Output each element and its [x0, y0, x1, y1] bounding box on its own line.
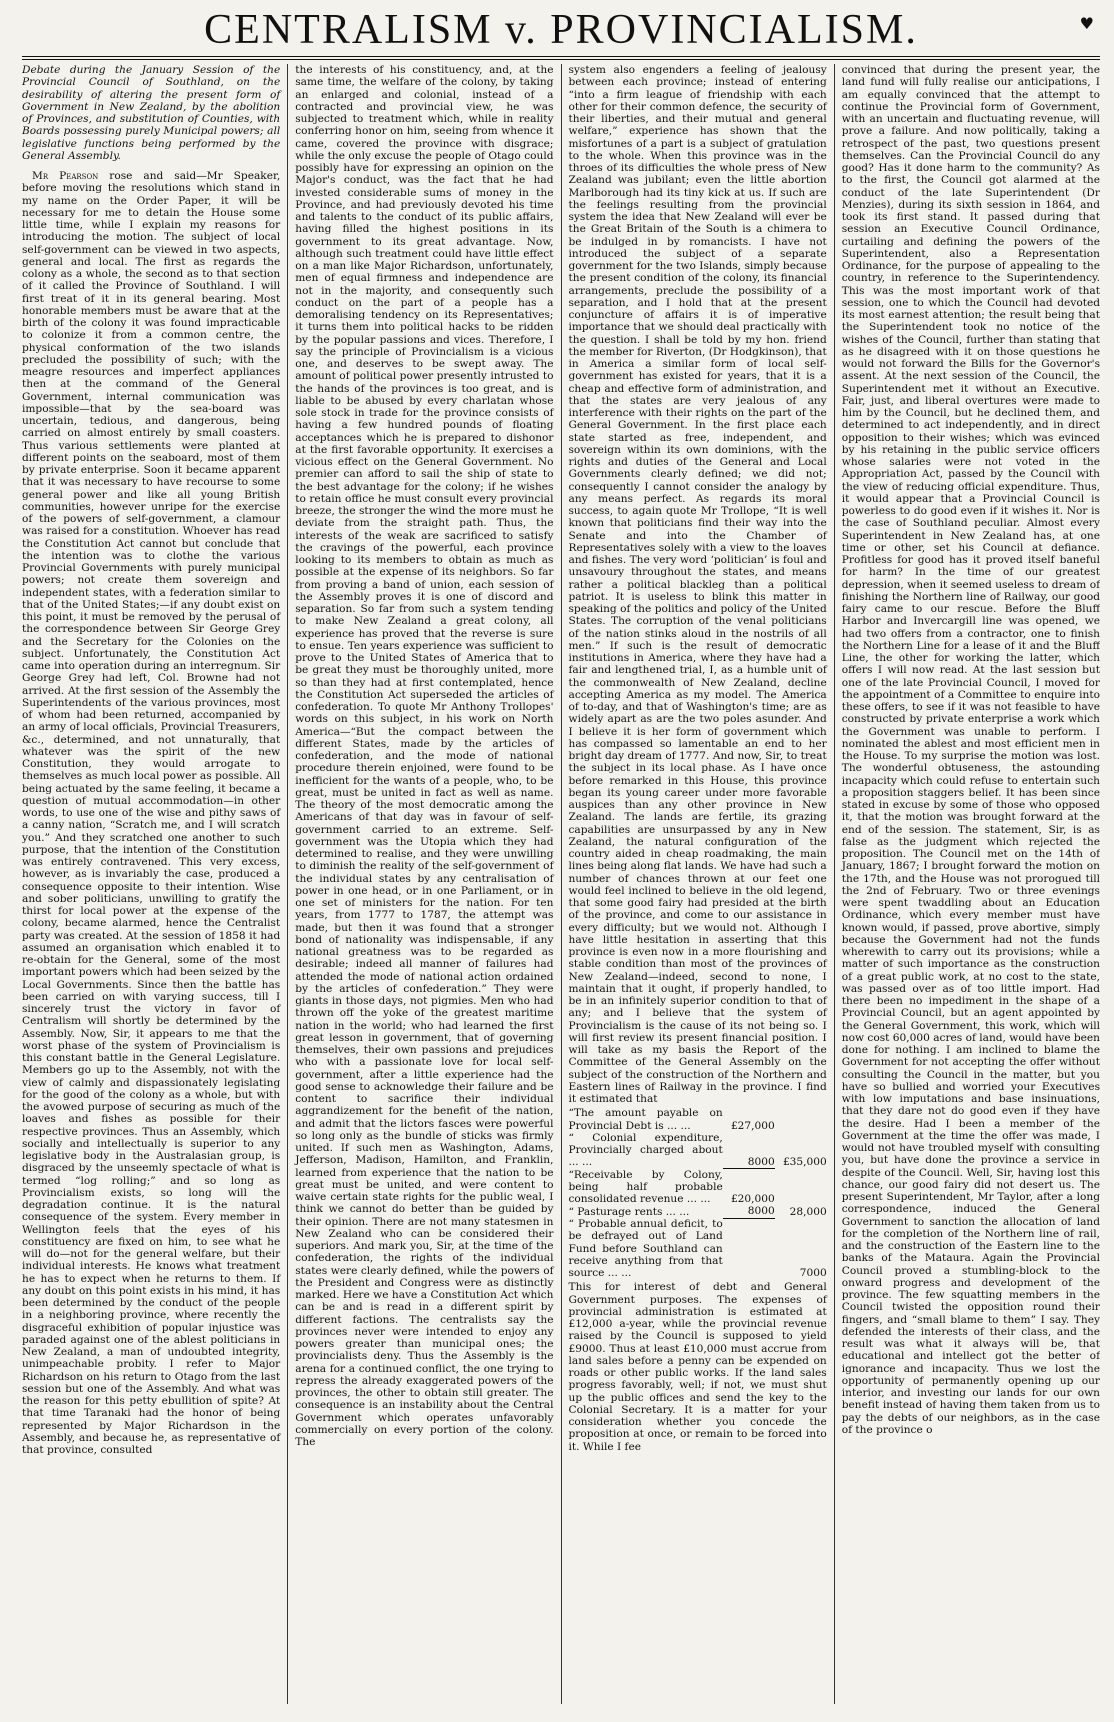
- row-label: “ Colonial expenditure, Provincially charged about ... ...: [568, 1131, 723, 1169]
- speech-text: system also engenders a feeling of jealousy between each province; instead of entering “into a firm league of friendship with each other for their common defence, the security of their liberties, and their mutual and general welfare,” experience has shown that the misfortunes of a part is a subject of gratulation to the whole. When this province was in the throes of its difficulties the whole press of New Zealand was jubilant; even the little abortion Marlborough had its tiny kick at us. If such are the feelings resulting from the provincial system the idea that New Zealand will ever be the Great Britain of the South is a chimera to be indulged in by romancists. I have not introduced the subject of a separate government for the two Islands, simply because the present condition of the colony, its financial arrangements, preclude the possibility of a separation, and I hold that at the present conjuncture of affairs it is of imperative importance that we should deal practically with the question. I shall be told by my hon. friend the member for Riverton, (Dr Hodgkinson), that in America a similar form of local self-government has existed for years, that it is a cheap and effective form of administration, and that the states are very jealous of any interference with their rights on the part of the General Government. In the first place each state started as free, independent, and sovereign within its own dominions, with the rights and duties of the General and Local Governments clearly defined; we did not; consequently I cannot consider the analogy by any means perfect. As regards its moral success, to again quote Mr Trollope, “It is well known that politicians find their way into the Senate and into the Chamber of Representatives solely with a view to the loaves and fishes. The very word ‘politician’ is foul and unsavoury throughout the states, and means rather a political blackleg than a political patriot. It is useless to blink this matter in speaking of the politics and policy of the United States. The corruption of the venal politicians of the nation stinks aloud in the nostrils of all men.” If such is the result of democratic institutions in America, where they have had a fair and lengthened trial, I, as a humble unit of the commonwealth of New Zealand, decline accepting America as my model. The America of to-day, and that of Washington's time; are as widely apart as are the two poles asunder. And I believe it is her form of government which has compassed so lamentable an end to her bright day dream of 1777. And now, Sir, to treat the subject in its local phase. As I have once before remarked in this House, this province began its young career under more favorable auspices than any other province in New Zealand. The lands are fertile, its grazing capabilities are unsurpassed by any in New Zealand, the natural configuration of the country aided in cheap roadmaking, the main lines being along flat lands. We have had such a number of chances thrown at our feet one would feel inclined to believe in the old legend, that some good fairy had presided at the birth of the province, and come to our assistance in every difficulty; but we would not. Although I have little hesitation in asserting that this province is even now in a more flourishing and stable condition than most of the provinces of New Zealand—indeed, second to none, I maintain that it ought, if properly handled, to be in an infinitely superior condition to that of any; and I believe that the system of Provincialism is the cause of its not being so. I will first review its present financial position. I will take as my basis the Report of the Committee of the General Assembly on the subject of the construction of the Northern and Eastern lines of Railway in the province. I find it estimated that: [568, 64, 827, 1105]
- table-row: [569, 1132, 827, 1169]
- finance-table: [569, 1107, 827, 1279]
- row-label: “ Probable annual deficit, to be defrayed out of Land Fund before Southland can receive anything from that source ... ...: [568, 1218, 723, 1279]
- speech-text: the interests of his constituency, and, at the same time, the welfare of the colony, by taking an enlarged and colonial, instead of a contracted and provincial view, he was subjected to treatment which, while in reality conferring honor on him, seeing from whence it came, covered the province with disgrace; while the only excuse the people of Otago could possibly have for expressing an opinion on the Major's conduct, was the fact that he had invested considerable sums of money in the Province, and had previously devoted his time and talents to the conduct of its public affairs, having filled the highest positions in its government to its great advantage. Now, although such treatment could have little effect on a man like Major Richardson, unfortunately, men of equal firmness and independence are not in the majority, and consequently such conduct on the part of a people has a demoralising tendency on its Representatives; it turns them into political hacks to be ridden by the popular passions and vices. Therefore, I say the principle of Provincialism is a vicious one, and deserves to be swept away. The amount of political power presently intrusted to the hands of the provinces is too great, and is liable to be abused by every charlatan whose sole stock in trade for the province consists of having a few hundred pounds of floating acceptances which he is prepared to dishonor at the first favorable opportunity. It exercises a vicious effect on the General Government. No premier can afford to sail the ship of state to the best advantage for the colony; if he wishes to retain office he must consult every provincial breeze, the stronger the wind the more must he deviate from the straight path. Thus, the interests of the weak are sacrificed to satisfy the cravings of the powerful, each province looking to its members to obtain as much as possible at the expense of its neighbors. So far from proving a band of union, each session of the Assembly proves it is one of discord and separation. So far from such a system tending to make New Zealand a great colony, all experience has proved that the reverse is sure to ensue. Ten years experience was sufficient to prove to the United States of America that to be great they must be thoroughly united, more so than they had at first contemplated, hence the Constitution Act superseded the articles of confederation. To quote Mr Anthony Trollopes' words on this subject, in his work on North America—“But the compact between the different States, made by the articles of confederation, and the mode of national procedure therein enjoined, were found to be inefficient for the wants of a people, who, to be great, must be united in fact as well as name. The theory of the most democratic among the Americans of that day was in favour of self-government carried to an extreme. Self-government was the Utopia which they had determined to realise, and they were unwilling to diminish the reality of the self-government of the individual states by any centralisation of power in one head, or in one Parliament, or in one set of ministers for the nation. For ten years, from 1777 to 1787, the attempt was made, but then it was found that a stronger bond of nationality was indispensable, if any national greatness was to be regarded as desirable; indeed all manner of failures had attended the mode of national action ordained by the articles of confederation.” They were giants in those days, not pigmies. Men who had thrown off the yoke of the greatest maritime nation in the world; who had learned the first great lesson in government, that of governing themselves, their own passions and prejudices who with a passionate love for local self-government, after a little experience had the good sense to acknowledge their failure and be content to sacrifice their individual aggrandizement for the benefit of the nation, and admit that the lictors fasces were powerful so long only as the bundle of sticks was firmly united. If such men as Washington, Adams, Jefferson, Madison, Hamilton, and Franklin, learned from experience that the nation to be great must be united, and were content to waive certain state rights for the public weal, I think we cannot do better than be guided by their opinion. There are not many statesmen in New Zealand who can be considered their superiors. And mark you, Sir, at the time of the confederation, the rights of the individual states were clearly defined, while the powers of the President and Congress were as distinctly marked. Here we have a Constitution Act which can be and is read in a different spirit by different factions. The centralists say the provinces never were intended to enjoy any powers greater than municipal ones; the provincialists deny. Thus the Assembly is the arena for a continued conflict, the one trying to repress the already exaggerated powers of the provinces, the other to obtain still greater. The consequence is an instability about the Central Government which operates unfavorably commercially on every portion of the colony. The: [295, 64, 554, 1448]
- row-amount: 8000: [723, 1132, 775, 1169]
- row-total: [775, 1107, 827, 1132]
- table-row: [569, 1169, 827, 1206]
- headline: CENTRALISM v. PROVINCIALISM.: [204, 7, 918, 53]
- column-4: [834, 64, 1100, 1704]
- column-1: [22, 64, 287, 1704]
- row-total: 28,000: [789, 1205, 827, 1218]
- row-amount: 8000: [723, 1205, 775, 1218]
- row-amount: £20,000: [730, 1193, 775, 1205]
- row-total: £35,000: [782, 1156, 827, 1169]
- debate-intro: Debate during the January Session of the Provincial Council of Southland, on the desirability of altering the present form of Government in New Zealand, by the abolition of Provinces, and substitution of Counties, with Boards possessing purely Municipal powers; all legislative functions being performed by the General Assembly.: [22, 64, 281, 162]
- headline-rule: [22, 56, 1100, 60]
- column-3: [561, 64, 834, 1704]
- heart-ornament-icon: ♥: [1079, 14, 1094, 33]
- speech-text: This for interest of debt and General Government purposes. The expenses of provincial administration is estimated at £12,000 a-year, while the provincial revenue raised by the Council is supposed to yield £9000. Thus at least £10,000 must accrue from land sales before a penny can be expended on roads or other public works. If the land sales progress favorably, well; if not, we must shut up the public offices and send the key to the Colonial Secretary. It is a matter for your consideration whether you concede the proposition at once, or remain to be forced into it. While I fee: [568, 1281, 827, 1453]
- spacer: [22, 162, 280, 170]
- row-label: “The amount payable on Provincial Debt is ... ...: [568, 1107, 723, 1132]
- row-label: “ Pasturage rents ... ...: [568, 1205, 690, 1218]
- speech-text: convinced that during the present year, the land fund will fully realise our anticipations, I am equally convinced that the attempt to continue the Provincial form of Government, with an uncertain and fluctuating revenue, will prove a failure. And now politically, taking a retrospect of the past, two questions present themselves. Can the Provincial Council do any good? Has it done harm to the community? As to the first, the Council got alarmed at the conduct of the late Superintendent (Dr Menzies), during its sixth session in 1864, and took its first stand. It passed during that session an Executive Council Ordinance, curtailing and defining the powers of the Superintendent, also a Representation Ordinance, for the purpose of appealing to the country, in reference to the Superintendency. This was the most important work of that session, one to which the Council had devoted its most earnest attention; the result being that the Superintendent took no notice of the wishes of the Council, further than stating that as he disagreed with it on those questions he would not forward the Bills for the Governor's assent. At the next session of the Council, the Superintendent met it without an Executive. Fair, just, and liberal overtures were made to him by the Council, but he declined them, and determined to act independently, and in direct opposition to their wishes; which was evinced by his retaining in the public service officers whose salaries were not voted in the Appropriation Act, passed by the Council with the view of reducing official expenditure. Thus, it would appear that a Provincial Council is powerless to do good even if it wishes it. Nor is the case of Southland peculiar. Almost every Superintendent in New Zealand has, at one time or other, set his Council at defiance. Profitless for good has it proved itself baneful for harm? In the time of our greatest depression, when it seemed useless to dream of finishing the Northern line of Railway, our good fairy came to our rescue. Before the Bluff Harbor and Invercargill line was opened, we had two offers from a contractor, one to finish the Northern Line for a lease of it and the Bluff Line, the other for working the latter, which offers I will now read. At the last session but one of the late Provincial Council, I moved for the appointment of a Committee to enquire into these offers, to see if it was not feasible to have constructed by private enterprise a work which the Government was unable to perform. I nominated the ablest and most efficient men in the House. To my surprise the motion was lost. The wonderful obtuseness, the astounding incapacity which could refuse to entertain such a proposition staggers belief. It has been since stated in excuse by some of those who opposed it, that the motion was brought forward at the end of the session. The statement, Sir, is as false as the judgment which rejected the proposition. The Council met on the 14th of January, 1867; I brought forward the motion on the 17th, and the House was not prorogued till the 2nd of February. Two or three evenings were spent twaddling about an Education Ordinance, which every member must have known would, if passed, prove abortive, simply because the Government had not the funds wherewith to carry out its provisions; while a matter of such importance as the construction of a great public work, at no cost to the state, was passed over as of too little import. Had there been no impediment in the shape of a Provincial Council, but an agent appointed by the General Government, this work, which will now cost 60,000 acres of land, would have been done for nothing. I am inclined to blame the Government for not accepting the offer without consulting the Council in the matter, but you have so bullied and worried your Executives with low imputations and base insinuations, that they dare not do good even if they have the desire. Had I been a member of the Government at the time the offer was made, I would not have troubled myself with consulting you, but have done the province a service in despite of the Council. Well, Sir, having lost this chance, our good fairy did not desert us. The present Superintendent, Mr Taylor, after a long correspondence, induced the General Government to sanction the allocation of land for the completion of the Northern line of rail, and the construction of the Eastern line to the banks of the Mataura. Again the Provincial Council proved a stumbling-block to the onward progress and development of the province. The few squatting members in the Council twisted the opposition round their fingers, and “small blame to them” I say. They defended the interests of their class, and the result was what it always will be, that educational and intellect got the better of ignorance and incapacity. Thus we lost the opportunity of permanently opening up our interior, and investing our lands for our own benefit instead of having them taken from us to pay the debts of our neighbors, as in the case of the province o: [841, 64, 1100, 1436]
- speech-paragraph: [22, 170, 280, 1456]
- columns: [22, 64, 1100, 1704]
- row-total: [775, 1169, 827, 1206]
- speech-text: rose and said—Mr Speaker, before moving the resolutions which stand in my name on the Order Paper, it will be necessary for me to detain the House some little time, while I explain my reasons for introducing the motion. The subject of local self-government can be viewed in two aspects, general and local. The first as regards the colony as a whole, the second as to that section of it called the Province of Southland. I will first treat of it in its general bearing. Most honorable members must be aware that at the birth of the colony it was found impracticable to colonize it from a common centre, the physical conformation of the two islands precluded the possibility of such; with the meagre resources and imperfect appliances then at the command of the General Government, internal communication was impossible—that by the sea-board was uncertain, tedious, and dangerous, being carried on almost entirely by small coasters. Thus various settlements were planted at different points on the seaboard, most of them by private enterprise. Soon it became apparent that it was necessary to have recourse to some general power and like all young British communities, however unripe for the exercise of the powers of self-government, a clamour was raised for a constitution. Whoever has read the Constitution Act cannot but conclude that the intention was to clothe the various Provincial Governments with purely municipal powers; not create them sovereign and independent states, with a federation similar to that of the United States;—if any doubt exist on this point, it must be removed by the perusal of the correspondence between Sir George Grey and the Secretary for the Colonies on the subject. Unfortunately, the Constitution Act came into operation during an interregnum. Sir George Grey had left, Col. Browne had not arrived. At the first session of the Assembly the Superintendents of the various provinces, most of whom had been returned, accompanied by an army of local officials, Provincial Treasurers, &c., determined, and not unnaturally, that whatever was the spirit of the new Constitution, they would arrogate to themselves as much local power as possible. All being actuated by the same feeling, it became a question of mutual accommodation—in other words, to use one of the wise and pithy saws of a canny nation, “Scratch me, and I will scratch you.” And they scratched one another to such purpose, that the intention of the Constitution was entirely contravened. This very excess, however, as is invariably the case, produced a consequence opposite to their intention. Wise and sober politicians, unwilling to gratify the thirst for local power at the expense of the colony, became alarmed, hence the Centralist party was created. At the session of 1858 it had assumed an organisation which enabled it to re-obtain for the General, some of the most important powers which had been seized by the Local Governments. Since then the battle has been carried on with varying success, till I sincerely trust the victory in favor of Centralism will shortly be determined by the Assembly. Now, Sir, it appears to me that the worst phase of the system of Provincialism is this constant battle in the General Legislature. Members go up to the Assembly, not with the view of calmly and dispassionately legislating for the good of the colony as a whole, but with the avowed purpose of securing as much of the loaves and fishes as possible for their respective provinces. Thus an Assembly, which socially and intellectually is superior to any legislative body in the Australasian group, is disgraced by the unseemly spectacle of what is termed “log rolling;” and so long as Provincialism exists, so long will the degradation continue. It is the natural consequence of the system. Every member in Wellington feels that the eyes of his constituency are fixed on him, to see what he will do—not for the general welfare, but their individual interests. He knows what treatment he has to expect when he returns to them. If any doubt on this point exists in his mind, it has been determined by the conduct of the people in a neighboring province, where recently the disgraceful exhibition of popular injustice was paraded against one of the ablest politicians in New Zealand, a man of undoubted integrity, unimpeachable probity. I refer to Major Richardson on his return to Otago from the last session but one of the Assembly. And what was the reason for this petty ebullition of spite? At that time Taranaki had the honor of being represented by Major Richardson in the Assembly, and because he, as representative of that province, consulted: [22, 170, 281, 1456]
- table-row: [569, 1205, 827, 1218]
- row-total: 7000: [799, 1267, 827, 1279]
- column-2: [287, 64, 560, 1704]
- row-label: “Receivable by Colony, being half probable consolidated revenue ... ...: [568, 1168, 723, 1205]
- row-amount: [723, 1218, 775, 1279]
- table-row: [569, 1107, 827, 1132]
- row-amount: £27,000: [730, 1119, 775, 1132]
- table-row: [569, 1218, 827, 1279]
- speaker-name: Mr Pearson: [32, 170, 99, 182]
